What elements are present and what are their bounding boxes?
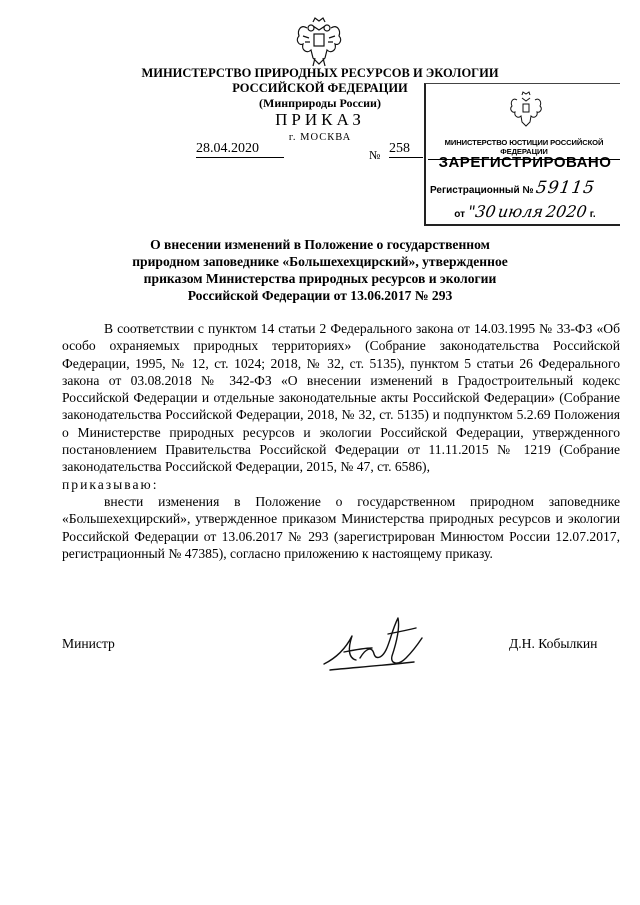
- stamp-date-suffix: г.: [589, 209, 596, 220]
- coat-of-arms-icon: [293, 14, 345, 70]
- stamp-date-line: [430, 202, 620, 221]
- handwritten-signature: [318, 608, 428, 678]
- order-number: 258: [389, 141, 423, 158]
- ministry-name-line1: МИНИСТЕРСТВО ПРИРОДНЫХ РЕСУРСОВ И ЭКОЛОГИИ: [141, 66, 499, 80]
- ministry-short-name: (Минприроды России): [259, 96, 381, 110]
- registration-stamp: [424, 83, 620, 226]
- stamp-date-year: 2020: [544, 202, 589, 221]
- document-title-line4: Российской Федерации от 13.06.2017 № 293: [187, 288, 453, 303]
- order-date: 28.04.2020: [196, 141, 284, 158]
- stamp-status: ЗАРЕГИСТРИРОВАНО: [438, 154, 612, 171]
- stamp-emblem-icon: [508, 90, 544, 130]
- preamble-paragraph: В соответствии с пунктом 14 статьи 2 Федерального закона от 14.03.1995 № 33-ФЗ «Об особо охраняемых природных территориях» (Собрание законодательства Российской Федерации, 1995, № 12, ст. 1024; 2018, № 32, ст. 5135), пунктом 5 статьи 26 Федерального закона от 03.08.2018 № 342-ФЗ «О внесении изменений в Градостроительный кодекс Российской Федерации и отдельные законодательные акты Российской Федерации» (Собрание законодательства Российской Федерации, 2018, № 32, ст. 5135) и подпунктом 5.2.69 Положения о Министерстве природных ресурсов и экологии Российской Федерации, утвержденного постановлением Правительства Российской Федерации от 11.11.2015 № 1219 (Собрание законодательства Российской Федерации, 2015, № 47, ст. 6586),: [62, 321, 620, 475]
- operative-paragraph: внести изменения в Положение о государственном природном заповеднике «Большехехцирский», утвержденное приказом Министерства природных ресурсов и экологии Российской Федерации от 13.06.2017 № 293 (зарегистрирован Минюстом России 12.07.2017, регистрационный № 47385), согласно приложению к настоящему приказу.: [62, 493, 620, 561]
- stamp-reg-label: Регистрационный №: [430, 185, 534, 196]
- ministry-name-line2: РОССИЙСКОЙ ФЕДЕРАЦИИ: [232, 81, 408, 95]
- document-title: [80, 236, 560, 304]
- stamp-organization: МИНИСТЕРСТВО ЮСТИЦИИ РОССИЙСКОЙ ФЕДЕРАЦИИ: [428, 138, 620, 160]
- signer-role: Министр: [62, 636, 115, 651]
- signer-name: Д.Н. Кобылкин: [509, 636, 598, 651]
- document-title-line1: О внесении изменений в Положение о государственном: [150, 237, 490, 252]
- stamp-reg-number: 59115: [534, 178, 597, 198]
- document-title-line2: природном заповеднике «Большехехцирский», утвержденное: [132, 254, 508, 269]
- document-body: [62, 320, 620, 562]
- stamp-date-day: "30: [466, 202, 497, 221]
- document-title-line3: приказом Министерства природных ресурсов и экологии: [143, 271, 497, 286]
- order-type: ПРИКАЗ: [275, 110, 365, 129]
- order-word: приказываю:: [62, 476, 159, 492]
- order-city: г. МОСКВА: [288, 132, 352, 143]
- stamp-date-month: июля: [496, 202, 545, 221]
- stamp-date-prefix: от: [454, 209, 466, 220]
- order-number-label: №: [369, 148, 381, 162]
- stamp-registration-number-line: [430, 178, 620, 198]
